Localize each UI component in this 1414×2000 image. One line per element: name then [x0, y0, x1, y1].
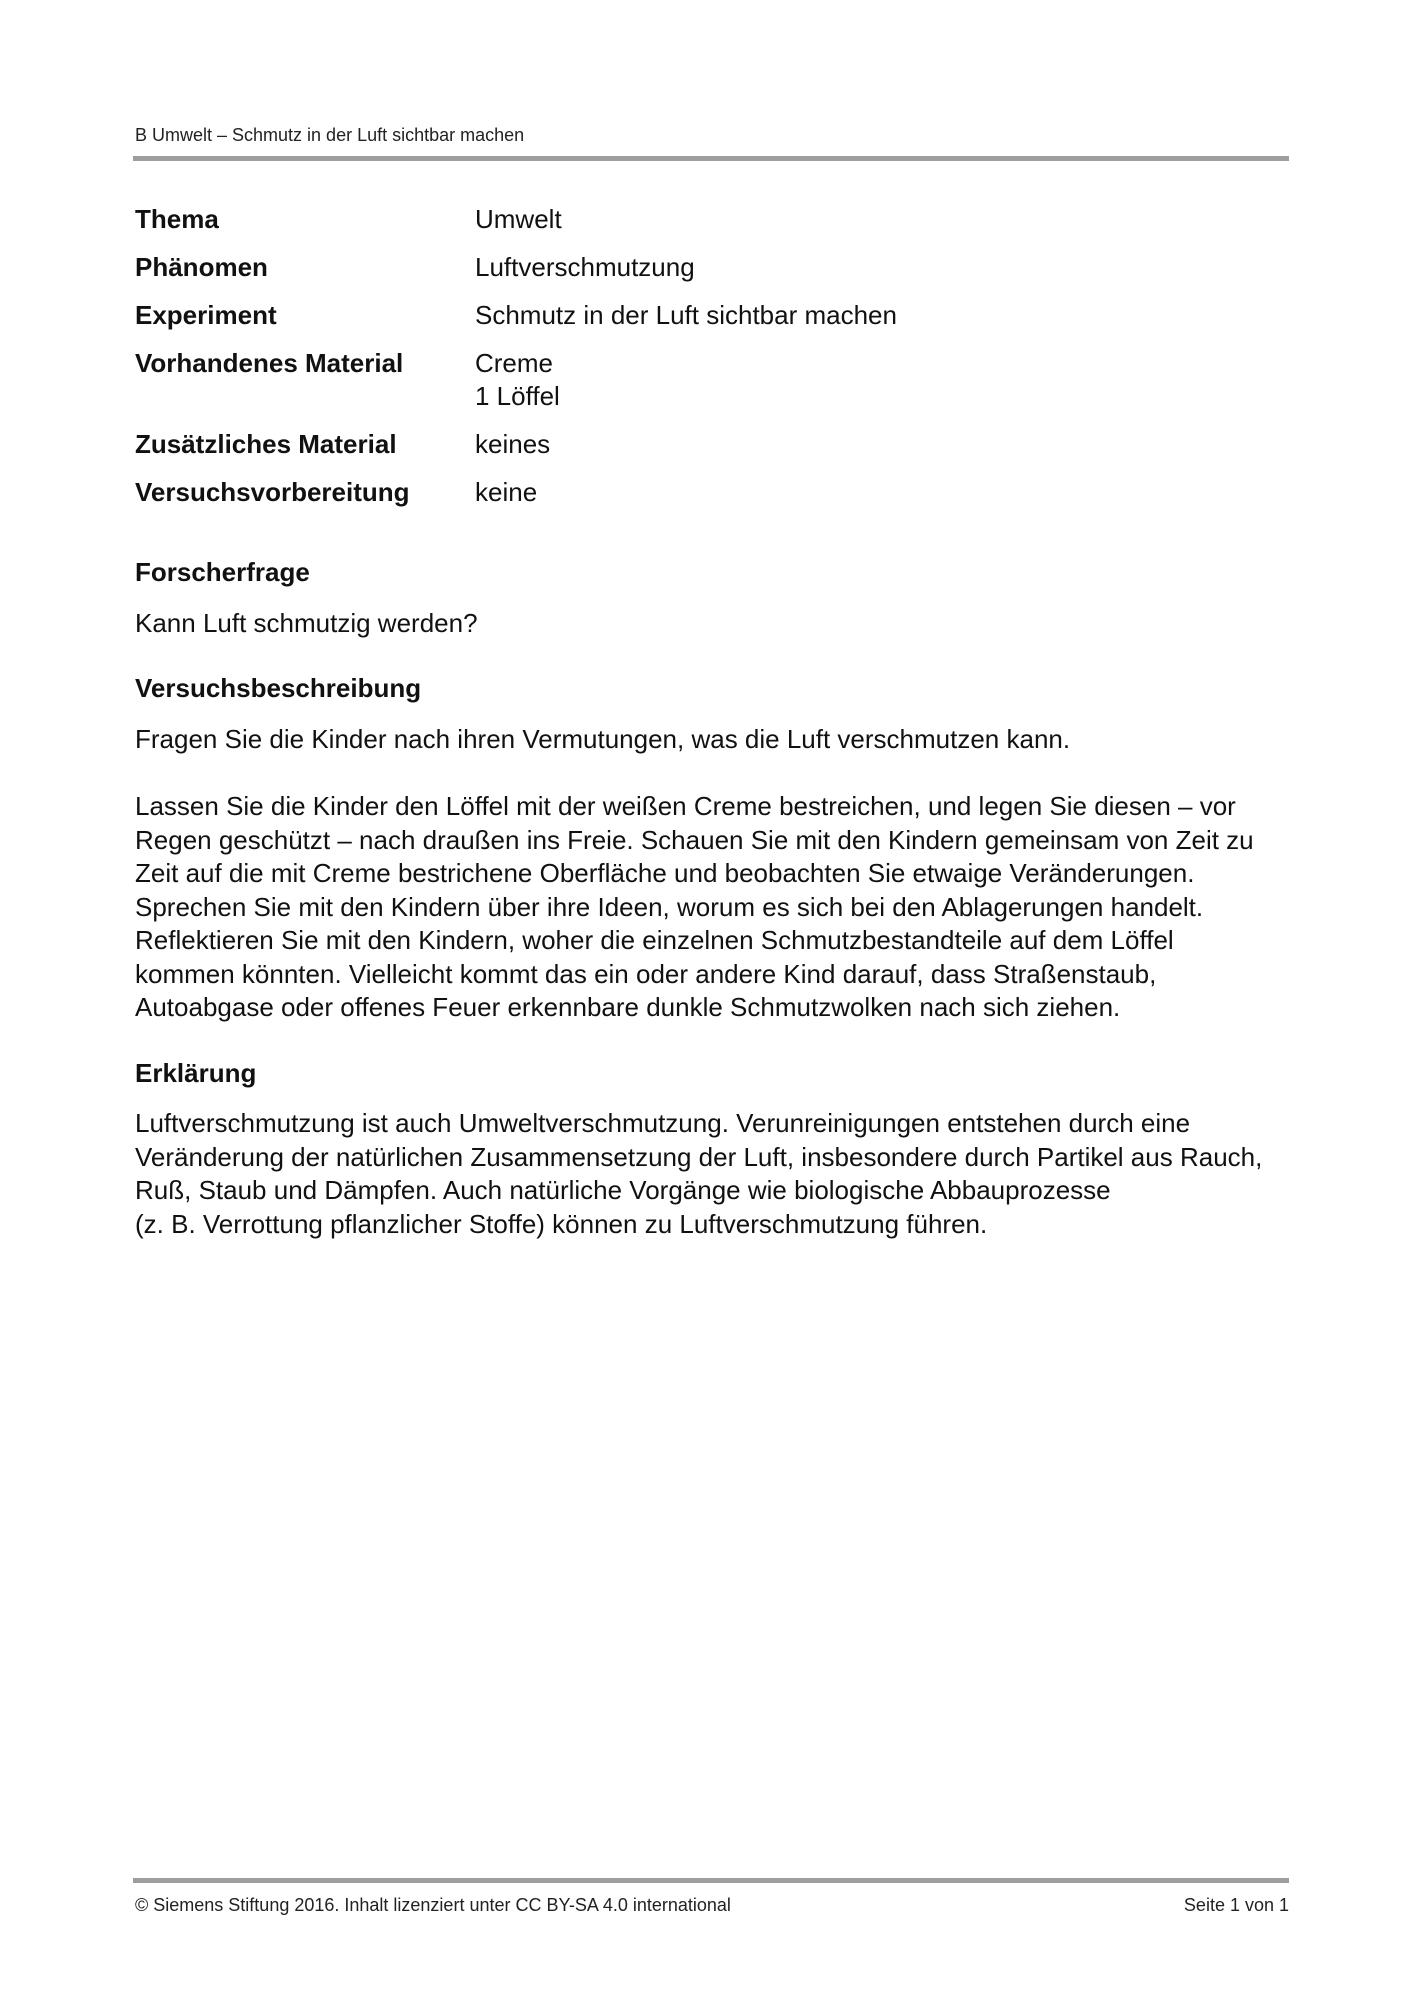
text-line: Zeit auf die mit Creme bestrichene Oberfläche und beobachten Sie etwaige Veränderungen.	[135, 858, 1195, 888]
meta-value-thema: Umwelt	[475, 204, 562, 234]
meta-label-zusaetzliches-material: Zusätzliches Material	[135, 429, 397, 459]
text-line: Ruß, Staub und Dämpfen. Auch natürliche Vorgänge wie biologische Abbauprozesse	[135, 1175, 1111, 1205]
text-line: (z. B. Verrottung pflanzlicher Stoffe) können zu Luftverschmutzung führen.	[135, 1208, 988, 1239]
heading-versuchsbeschreibung: Versuchsbeschreibung	[135, 673, 422, 703]
meta-row-thema	[135, 203, 1285, 236]
versuchsbeschreibung-paragraph-2	[135, 790, 1285, 1025]
erklaerung-paragraph	[135, 1107, 1285, 1241]
meta-row-zusaetzliches-material	[135, 428, 1285, 461]
meta-value-versuchsvorbereitung: keine	[475, 477, 538, 507]
meta-row-versuchsvorbereitung	[135, 476, 1285, 509]
meta-value-vorhandenes-material	[475, 347, 560, 413]
text-line: Autoabgase oder offenes Feuer erkennbare dunkle Schmutzwolken nach sich ziehen.	[135, 992, 1121, 1022]
text-line: Regen geschützt – nach draußen ins Freie. Schauen Sie mit den Kindern gemeinsam von Zeit zu	[135, 824, 1254, 855]
license-notice: © Siemens Stiftung 2016. Inhalt lizenziert unter CC BY-SA 4.0 international	[135, 1895, 731, 1915]
page-footer	[135, 1894, 1289, 1916]
main-content	[135, 556, 1285, 1275]
meta-row-phaenomen	[135, 251, 1285, 284]
forscherfrage-text: Kann Luft schmutzig werden?	[135, 607, 478, 638]
meta-row-vorhandenes-material	[135, 347, 1285, 413]
meta-value-phaenomen: Luftverschmutzung	[475, 252, 695, 282]
meta-label-vorhandenes-material: Vorhandenes Material	[135, 348, 404, 378]
versuchsbeschreibung-paragraph-1: Fragen Sie die Kinder nach ihren Vermutungen, was die Luft verschmutzen kann.	[135, 723, 1071, 754]
heading-erklaerung: Erklärung	[135, 1057, 257, 1088]
material-item: 1 Löffel	[475, 381, 560, 411]
text-line: Reflektieren Sie mit den Kindern, woher die einzelnen Schmutzbestandteile auf dem Löffel	[135, 925, 1174, 955]
text-line: Sprechen Sie mit den Kindern über ihre Ideen, worum es sich bei den Ablagerungen handelt.	[135, 891, 1204, 922]
material-item: Creme	[475, 348, 554, 378]
running-header: B Umwelt – Schmutz in der Luft sichtbar machen	[135, 125, 525, 145]
meta-label-versuchsvorbereitung: Versuchsvorbereitung	[135, 477, 410, 507]
header-divider	[133, 156, 1289, 161]
meta-label-experiment: Experiment	[135, 300, 277, 330]
text-line: Lassen Sie die Kinder den Löffel mit der weißen Creme bestreichen, und legen Sie diesen – vor	[135, 791, 1236, 821]
experiment-overview-table	[135, 203, 1285, 524]
text-line: Luftverschmutzung ist auch Umweltverschmutzung. Verunreinigungen entstehen durch eine	[135, 1108, 1191, 1138]
meta-row-experiment	[135, 299, 1285, 332]
text-line: Veränderung der natürlichen Zusammensetzung der Luft, insbesondere durch Partikel aus Rauch,	[135, 1141, 1263, 1172]
page-number: Seite 1 von 1	[1183, 1895, 1289, 1915]
meta-value-zusaetzliches-material: keines	[475, 429, 551, 459]
heading-forscherfrage: Forscherfrage	[135, 557, 310, 587]
meta-label-phaenomen: Phänomen	[135, 252, 268, 282]
meta-value-experiment: Schmutz in der Luft sichtbar machen	[475, 300, 897, 330]
text-line: kommen könnten. Vielleicht kommt das ein oder andere Kind darauf, dass Straßenstaub,	[135, 958, 1157, 989]
meta-label-thema: Thema	[135, 204, 219, 234]
footer-divider	[133, 1878, 1289, 1883]
